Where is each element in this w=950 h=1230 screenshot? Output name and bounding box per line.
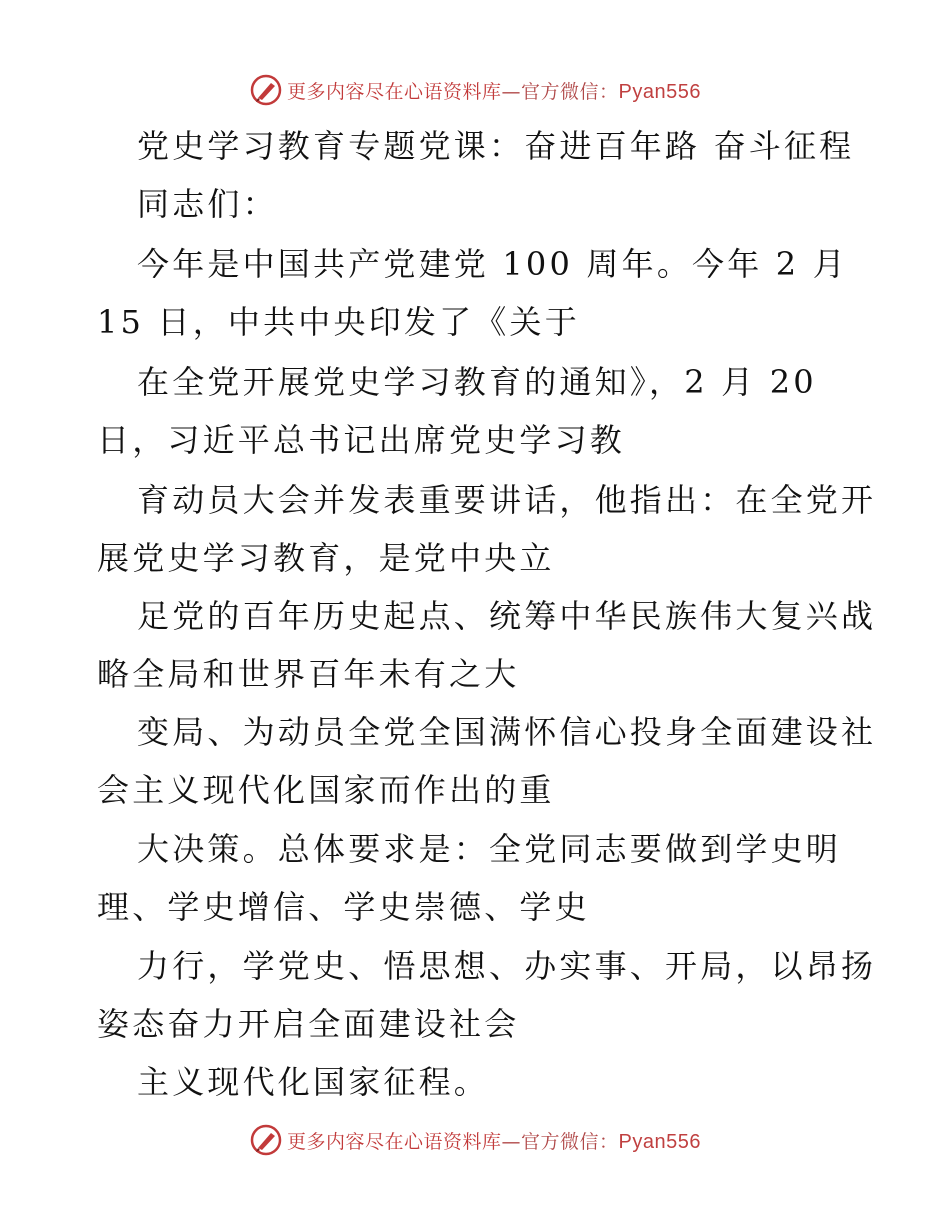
watermark-wechat-id: Pyan556 (618, 1130, 701, 1153)
watermark-wechat-label: 官方微信： (521, 80, 619, 103)
watermark-wechat-id: Pyan556 (618, 80, 701, 103)
text-line: 变局、为动员全党全国满怀信心投身全面建设社 (137, 713, 877, 751)
text-line: 育动员大会并发表重要讲话，他指出：在全党开 (137, 481, 877, 519)
header-watermark (0, 70, 950, 110)
text-line: 力行，学党史、悟思想、办实事、开局，以昂扬 (137, 947, 877, 985)
text-line: 在全党开展党史学习教育的通知》，2 月 20 (137, 363, 817, 401)
text-line: 日，习近平总书记出席党史学习教 (97, 421, 626, 459)
text-line: 展党史学习教育，是党中央立 (97, 539, 555, 577)
salutation: 同志们： (137, 185, 278, 223)
watermark-slogan: 更多内容尽在心语资料库 (287, 80, 502, 103)
pen-circle-logo-icon (249, 1123, 283, 1157)
watermark-dash: — (501, 80, 522, 103)
text-line: 理、学史增信、学史崇德、学史 (97, 888, 590, 926)
watermark-dash: — (501, 1130, 522, 1153)
text-line: 主义现代化国家征程。 (137, 1063, 490, 1101)
pen-circle-logo-icon (249, 73, 283, 107)
text-line: 略全局和世界百年未有之大 (97, 655, 520, 693)
text-line: 足党的百年历史起点、统筹中华民族伟大复兴战 (137, 597, 877, 635)
watermark-text (287, 77, 701, 104)
text-line: 大决策。总体要求是：全党同志要做到学史明 (137, 830, 842, 868)
document-title: 党史学习教育专题党课：奋进百年路 奋斗征程 (137, 127, 855, 165)
text-line: 会主义现代化国家而作出的重 (97, 771, 555, 809)
text-line: 今年是中国共产党建党 100 周年。今年 2 月 (137, 245, 848, 283)
watermark-slogan: 更多内容尽在心语资料库 (287, 1130, 502, 1153)
text-line: 姿态奋力开启全面建设社会 (97, 1005, 520, 1043)
text-line: 15 日，中共中央印发了《关于 (97, 303, 580, 341)
watermark-text (287, 1127, 701, 1154)
footer-watermark (0, 1120, 950, 1160)
watermark-wechat-label: 官方微信： (521, 1130, 619, 1153)
